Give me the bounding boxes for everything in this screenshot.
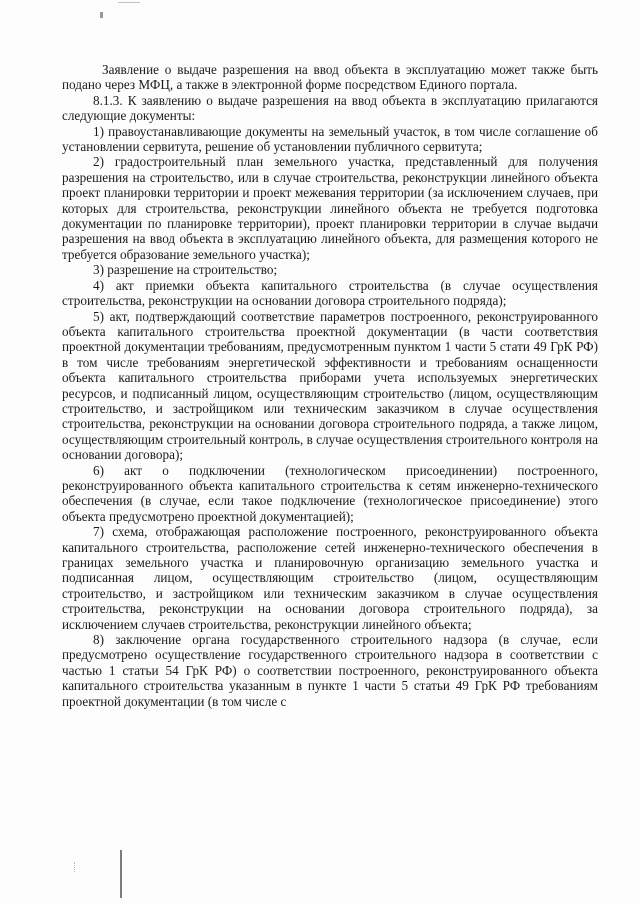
list-item-4: 4) акт приемки объекта капитального строительства (в случае осуществления строительства, реконструкции на основании договора строительного подряда);: [62, 277, 598, 309]
paragraph-8-1-3: 8.1.3. К заявлению о выдаче разрешения на ввод объекта в эксплуатацию прилагаются следующие документы:: [62, 92, 598, 124]
list-item-7: 7) схема, отображающая расположение построенного, реконструированного объекта капитального строительства, расположение сетей инженерно-технического обеспечения в границах земельного участка и планировочную организацию земельного участка и подписанная лицом, осуществляющим строительство (лицом, осуществляющим строительство, и застройщиком или техническим заказчиком в случае осуществления строительства, реконструкции на основании договора строительного подряда), за исключением случаев строительства, реконструкции линейного объекта;: [62, 524, 598, 632]
paragraph-application-mfc: Заявление о выдаче разрешения на ввод объекта в эксплуатацию может также быть подано через МФЦ, а также в электронной форме посредством Единого портала.: [62, 62, 598, 93]
list-item-3: 3) разрешение на строительство;: [93, 262, 278, 278]
list-item-6: 6) акт о подключении (технологическом присоединении) построенного, реконструированного объекта капитального строительства к сетям инженерно-технического обеспечения (в случае, если такое подключение (технологическое присоединение) этого объекта предусмотрено проектной документацией);: [62, 462, 598, 524]
scan-artifact: [118, 2, 140, 3]
scan-artifact: [74, 862, 85, 872]
scan-edge-line: [120, 850, 122, 898]
list-item-8: 8) заключение органа государственного строительного надзора (в случае, если предусмотрено осуществление государственного строительного надзора в соответствии с частью 1 статьи 54 ГрК РФ) о соответствии построенного, реконструированного объекта капитального строительства указанным в пункте 1 части 5 статьи 49 ГрК РФ требованиям проектной документации (в том числе с: [62, 632, 598, 709]
list-item-5: 5) акт, подтверждающий соответствие параметров построенного, реконструированного объекта капитального строительства проектной документации (в части соответствия проектной документации требованиям, предусмотренным пунктом 1 части 5 стати 49 ГрК РФ) в том числе требованиям энергетической эффективности и требованиям оснащенности объекта капитального строительства приборами учета используемых энергетических ресурсов, и подписанный лицом, осуществляющим строительство (лицом, осуществляющим строительство, и застройщиком или техническим заказчиком в случае осуществления строительства, реконструкции на основании договора строительного подряда, а также лицом, осуществляющим строительный контроль, в случае осуществления строительного контроля на основании договора);: [62, 308, 598, 463]
scan-artifact: [100, 12, 103, 18]
list-item-1: 1) правоустанавливающие документы на земельный участок, в том числе соглашение об установлении сервитута, решение об установлении публичного сервитута;: [62, 123, 598, 155]
list-item-2: 2) градостроительный план земельного участка, представленный для получения разрешения на строительство, или в случае строительства, реконструкции линейного объекта проект планировки территории и проект межевания территории (за исключением случаев, при которых для строительства, реконструкции линейного объекта не требуется подготовка документации по планировке территории), проект планировки территории в случае выдачи разрешения на ввод объекта в эксплуатацию линейного объекта, для размещения которого не требуется образование земельного участка);: [62, 154, 598, 262]
document-body: [62, 62, 598, 709]
